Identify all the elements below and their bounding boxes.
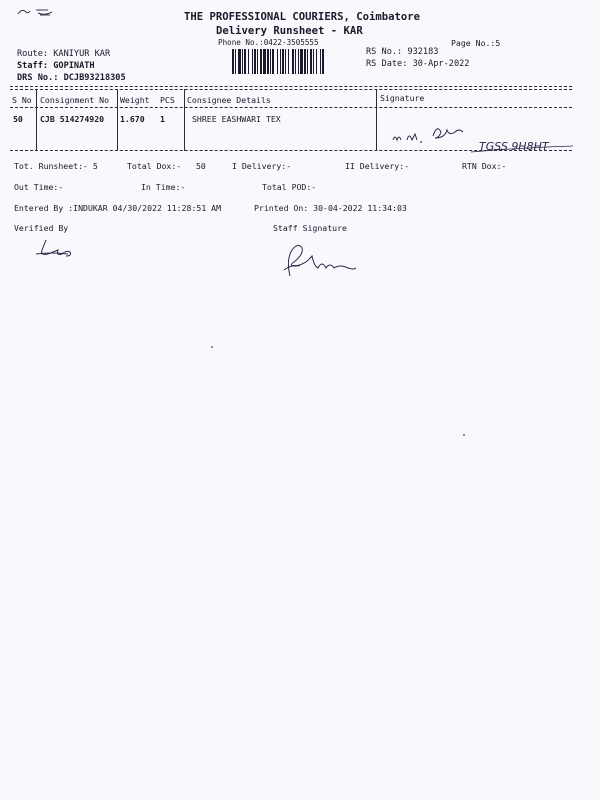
barcode-bar [232,49,234,74]
staff: Staff: GOPINATH [17,61,95,71]
entered-by: Entered By :INDUKAR 04/30/2022 11:28:51 AM [14,203,222,213]
col-header-weight: Weight [120,95,150,105]
total-pod: Total POD:- [262,182,317,192]
barcode-bar [267,49,269,74]
barcode-bar [252,49,253,74]
total-dox-value: 50 [196,161,206,171]
company-logo [16,6,56,18]
route: Route: KANIYUR KAR [17,49,111,59]
receiver-signature [385,118,575,158]
printed-on: Printed On: 30-04-2022 11:34:03 [254,203,407,213]
barcode-bar [244,49,246,74]
barcode-bar [288,49,289,74]
barcode-bar [280,49,281,74]
cell-consignee: SHREE EASHWARI TEX [192,114,281,124]
rs-number: RS No.: 932183 [366,47,439,57]
in-time: In Time:- [141,182,186,192]
verified-by-signature [32,236,82,262]
total-dox-label: Total Dox:- [127,161,182,171]
barcode-bar [316,49,317,74]
staff-signature [276,240,366,280]
phone-number: Phone No.:0422-3505555 [218,38,319,47]
barcode-bar [248,49,249,74]
scan-speck [211,346,213,348]
barcode-bar [238,49,241,74]
barcode-bar [320,49,321,74]
barcode-bar [257,49,258,74]
barcode-bar [277,49,278,74]
barcode [232,49,358,74]
cell-weight: 1.670 [120,114,145,124]
col-divider [117,89,118,151]
rs-date: RS Date: 30-Apr-2022 [366,59,470,69]
drs-number: DRS No.: DCJB93218305 [17,73,126,83]
col-header-signature: Signature [380,93,425,103]
table-top-rule-2 [10,89,572,90]
barcode-bar [313,49,314,74]
table-top-rule [10,86,572,87]
barcode-bar [292,49,294,74]
barcode-bar [235,49,236,74]
cell-pcs: 1 [160,114,165,124]
barcode-bar [322,49,324,74]
barcode-bar [295,49,296,74]
barcode-bar [300,49,303,74]
col-header-pcs: PCS [160,95,175,105]
verified-by-label: Verified By [14,223,69,233]
ii-delivery: II Delivery:- [345,161,410,171]
cell-s-no: 50 [13,114,23,124]
barcode-bar [307,49,308,74]
col-divider [376,89,377,151]
document-title: Delivery Runsheet - KAR [216,25,363,37]
scan-speck [463,434,465,436]
col-divider [36,89,37,151]
col-header-consignment: Consignment No [40,95,110,105]
barcode-bar [263,49,266,74]
cell-consignment-no: CJB 514274920 [40,114,105,124]
col-divider [184,89,185,151]
barcode-bar [298,49,299,74]
table-header-rule [10,107,572,108]
signature-handwritten-text: TGSS 9H8HT [479,140,549,153]
rtn-dox: RTN Dox:- [462,161,507,171]
i-delivery: I Delivery:- [232,161,292,171]
barcode-bar [285,49,286,74]
out-time: Out Time:- [14,182,64,192]
col-header-consignee: Consignee Details [187,95,271,105]
barcode-bar [242,49,243,74]
barcode-bar [254,49,256,74]
tot-runsheet: Tot. Runsheet:- 5 [14,161,98,171]
company-name: THE PROFESSIONAL COURIERS, Coimbatore [184,11,420,23]
barcode-bar [282,49,284,74]
barcode-bar [310,49,312,74]
barcode-bar [270,49,271,74]
barcode-bar [272,49,274,74]
page-number: Page No.:5 [451,38,501,48]
staff-signature-label: Staff Signature [273,223,347,233]
col-header-s-no: S No [12,95,32,105]
barcode-bar [304,49,306,74]
barcode-bar [260,49,262,74]
